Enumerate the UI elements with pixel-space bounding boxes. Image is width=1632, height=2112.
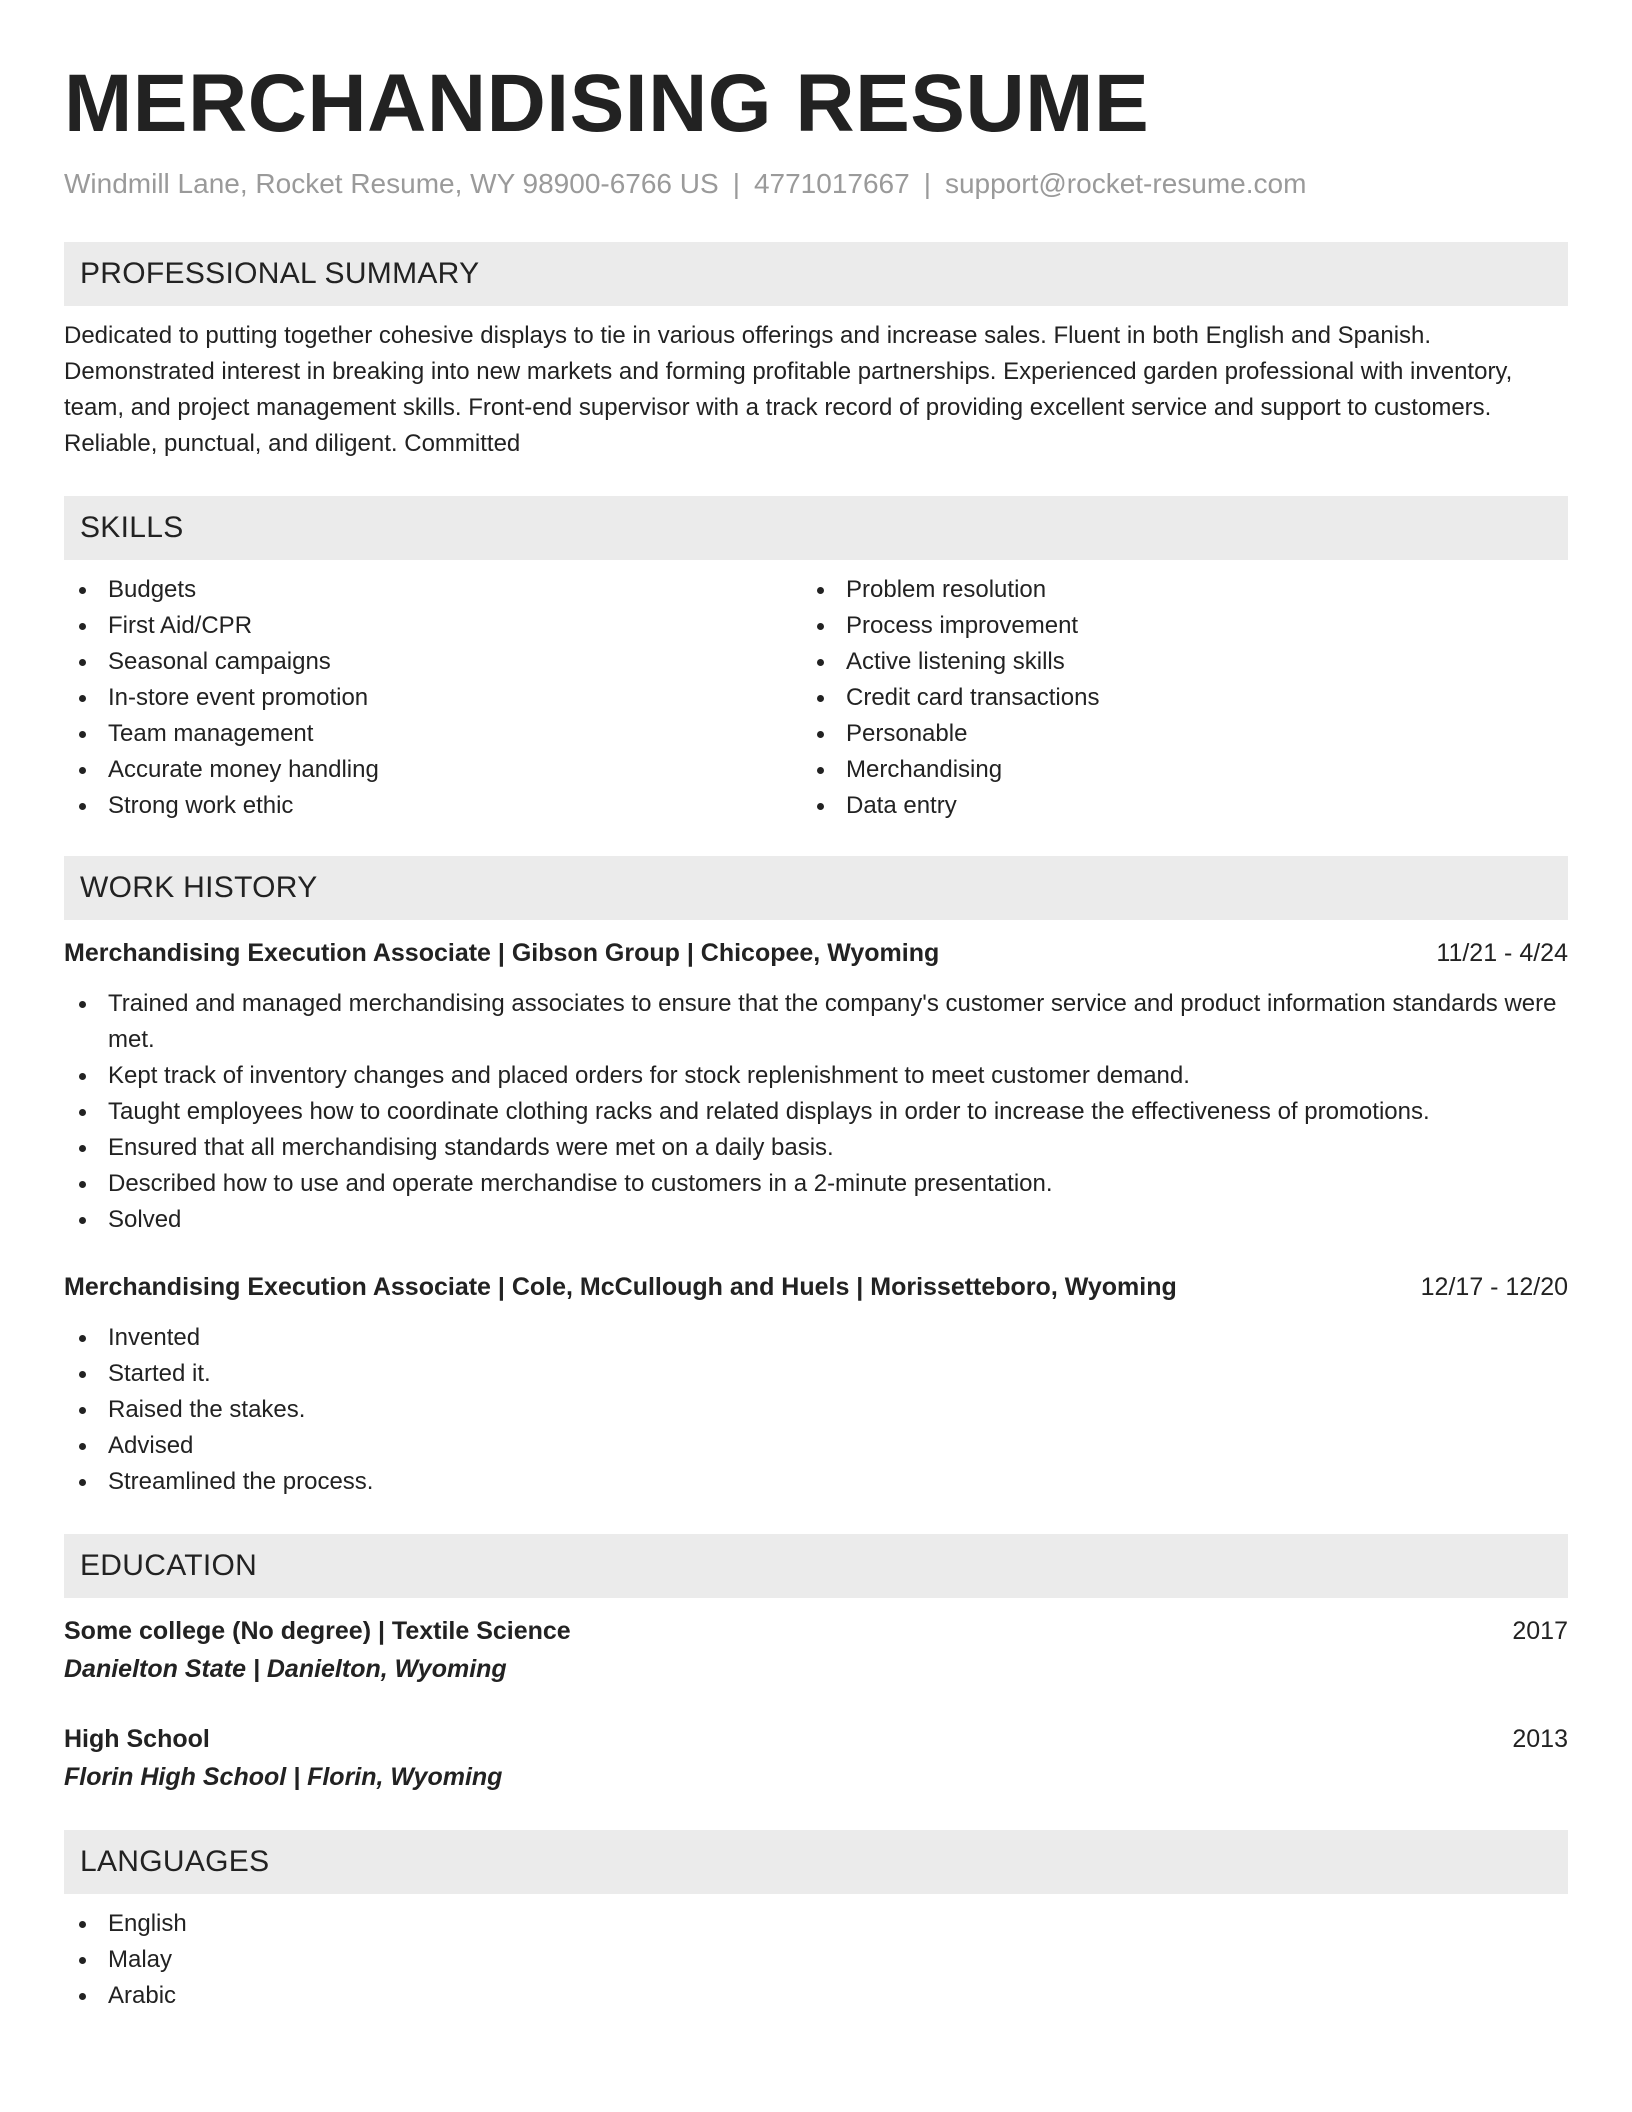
job-title: Merchandising Execution Associate | Cole, McCullough and Huels | Morissetteboro, Wyoming	[64, 1273, 1177, 1301]
job-bullet: Streamlined the process.	[64, 1464, 1568, 1500]
summary-heading: PROFESSIONAL SUMMARY	[64, 242, 1568, 306]
job-bullet: Started it.	[64, 1356, 1568, 1392]
skill-item: Problem resolution	[802, 572, 1540, 608]
skills-grid	[64, 572, 1568, 824]
job-header	[64, 1268, 1568, 1306]
job-dates: 12/17 - 12/20	[1420, 1273, 1568, 1301]
contact-separator: |	[732, 168, 740, 199]
job-bullet: Kept track of inventory changes and placed orders for stock replenishment to meet customer demand.	[64, 1058, 1568, 1094]
skill-item: Credit card transactions	[802, 680, 1540, 716]
work-section	[64, 856, 1568, 1500]
languages-section	[64, 1830, 1568, 2014]
skill-item: Strong work ethic	[64, 788, 802, 824]
skill-item: Data entry	[802, 788, 1540, 824]
job-title: Merchandising Execution Associate | Gibson Group | Chicopee, Wyoming	[64, 939, 940, 967]
job-bullets	[64, 1320, 1568, 1500]
job-bullet: Raised the stakes.	[64, 1392, 1568, 1428]
skill-item: Team management	[64, 716, 802, 752]
job-bullet: Advised	[64, 1428, 1568, 1464]
job-bullet: Trained and managed merchandising associates to ensure that the company's customer service and product information standards were met.	[64, 986, 1568, 1058]
education-year: 2017	[1512, 1617, 1568, 1645]
education-school: Florin High School | Florin, Wyoming	[64, 1763, 503, 1791]
job-header	[64, 934, 1568, 972]
languages-heading: LANGUAGES	[64, 1830, 1568, 1894]
education-year: 2013	[1512, 1725, 1568, 1753]
work-heading: WORK HISTORY	[64, 856, 1568, 920]
job-bullet: Solved	[64, 1202, 1568, 1238]
education-school: Danielton State | Danielton, Wyoming	[64, 1655, 507, 1683]
job-bullet: Taught employees how to coordinate clothing racks and related displays in order to increase the effectiveness of promotions.	[64, 1094, 1568, 1130]
skill-item: Seasonal campaigns	[64, 644, 802, 680]
job-bullet: Described how to use and operate merchandise to customers in a 2-minute presentation.	[64, 1166, 1568, 1202]
job-entry	[64, 1268, 1568, 1500]
job-dates: 11/21 - 4/24	[1436, 939, 1568, 967]
skills-section	[64, 496, 1568, 824]
contact-email[interactable]: support@rocket-resume.com	[944, 168, 1307, 199]
skill-item: Budgets	[64, 572, 802, 608]
education-header	[64, 1720, 1568, 1758]
education-title: High School	[64, 1725, 210, 1753]
skill-item: In-store event promotion	[64, 680, 802, 716]
skill-item: Process improvement	[802, 608, 1540, 644]
skill-item: First Aid/CPR	[64, 608, 802, 644]
contact-address: Windmill Lane, Rocket Resume, WY 98900-6766 US	[64, 168, 719, 199]
education-title: Some college (No degree) | Textile Science	[64, 1617, 571, 1645]
job-bullets	[64, 986, 1568, 1238]
job-bullet: Ensured that all merchandising standards were met on a daily basis.	[64, 1130, 1568, 1166]
skills-heading: SKILLS	[64, 496, 1568, 560]
skill-item: Merchandising	[802, 752, 1540, 788]
contact-line	[64, 164, 1568, 204]
language-item: Malay	[64, 1942, 1568, 1978]
summary-section	[64, 242, 1568, 462]
job-bullet: Invented	[64, 1320, 1568, 1356]
skill-item: Personable	[802, 716, 1540, 752]
skill-item: Accurate money handling	[64, 752, 802, 788]
language-item: Arabic	[64, 1978, 1568, 2014]
job-entry	[64, 934, 1568, 1238]
education-entry	[64, 1612, 1568, 1688]
contact-phone: 4771017667	[753, 168, 910, 199]
education-section	[64, 1534, 1568, 1796]
contact-separator: |	[923, 168, 931, 199]
resume-title: MERCHANDISING RESUME	[64, 58, 1150, 149]
skills-list-right	[802, 572, 1540, 824]
language-item: English	[64, 1906, 1568, 1942]
education-entry	[64, 1720, 1568, 1796]
education-header	[64, 1612, 1568, 1650]
summary-text: Dedicated to putting together cohesive displays to tie in various offerings and increase sales. Fluent in both English and Spanish. Demonstrated interest in breaking into new markets and forming profitable partnerships. Experienced garden professional with inventory, team, and project management skills. Front-end supervisor with a track record of providing excellent service and support to customers. Reliable, punctual, and diligent. Committed	[64, 322, 1513, 457]
education-heading: EDUCATION	[64, 1534, 1568, 1598]
skill-item: Active listening skills	[802, 644, 1540, 680]
languages-list	[64, 1906, 1568, 2014]
skills-list-left	[64, 572, 802, 824]
